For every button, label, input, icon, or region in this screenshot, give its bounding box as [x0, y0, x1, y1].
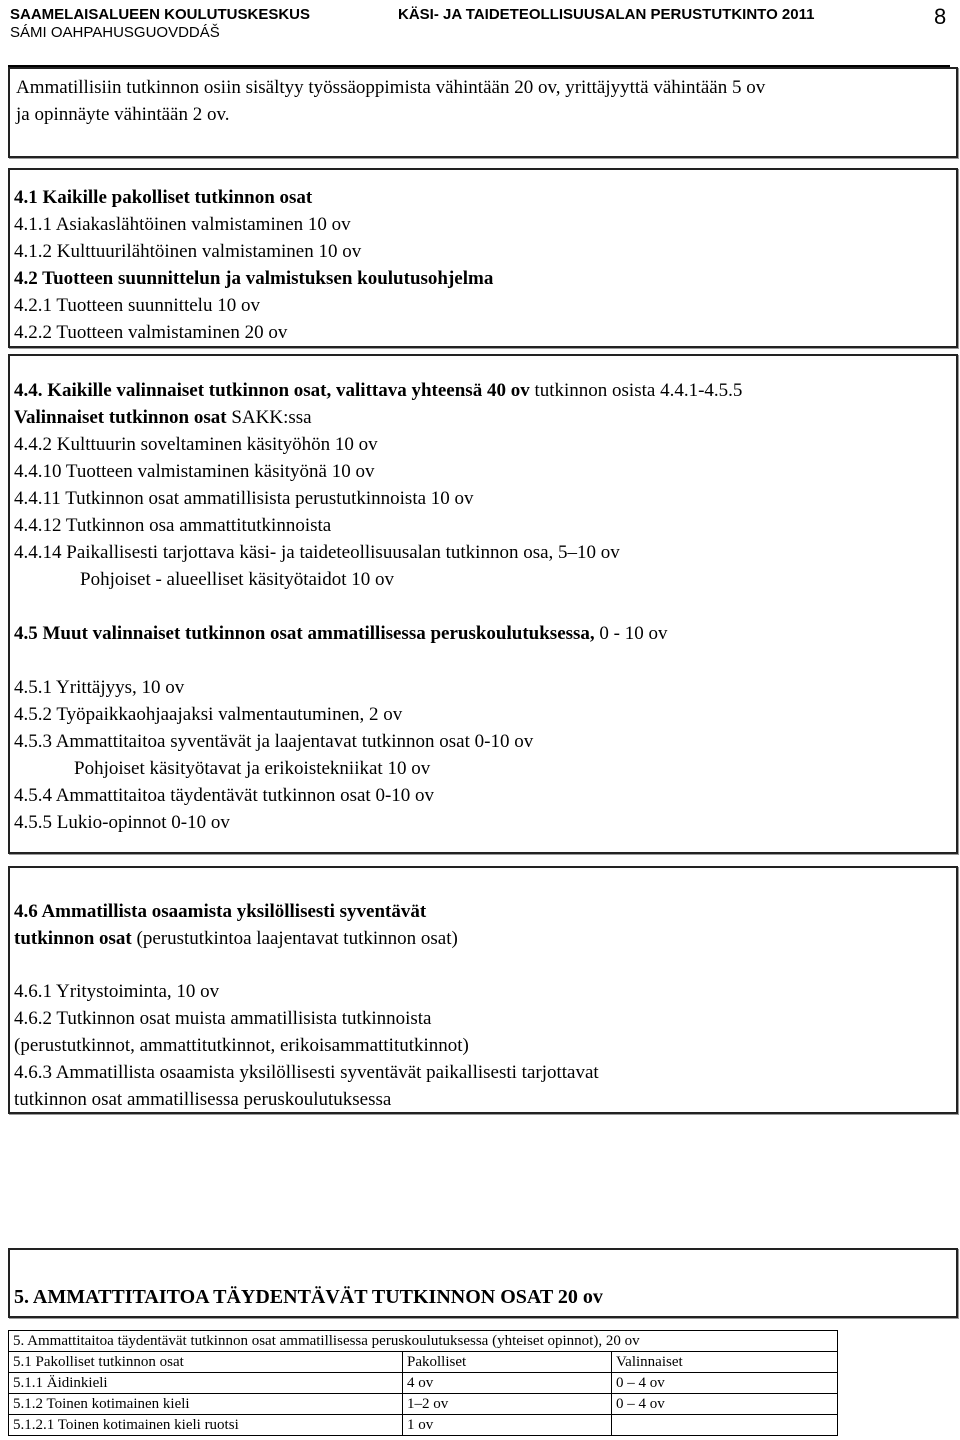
- program-title: KÄSI- JA TAIDETEOLLISUUSALAN PERUSTUTKINTO 2011: [398, 6, 815, 23]
- section-44-subtitle-rest: SAKK:ssa: [226, 407, 312, 428]
- table-caption-row: [9, 1331, 838, 1352]
- section-46-title-rest: (perustutkintoa laajentavat tutkinnon osat): [131, 928, 458, 949]
- section-46-title-bold: tutkinnon osat: [14, 928, 132, 949]
- section-44-box: [8, 354, 958, 854]
- table-caption: 5. Ammattitaitoa täydentävät tutkinnon osat ammatillisessa peruskoulutuksessa (yhteiset opinnot), 20 ov: [9, 1331, 838, 1352]
- table-cell: 1–2 ov: [403, 1394, 612, 1415]
- table-cell: 1 ov: [403, 1415, 612, 1436]
- intro-line-2: ja opinnäyte vähintään 2 ov.: [16, 104, 230, 125]
- section-42-title: 4.2 Tuotteen suunnittelun ja valmistuksen koulutusohjelma: [14, 268, 494, 289]
- section-46-box: [8, 866, 958, 1114]
- org-line-1: SAAMELAISALUEEN KOULUTUSKESKUS: [10, 6, 311, 23]
- section-45-item: 4.5.4 Ammattitaitoa täydentävät tutkinnon osat 0-10 ov: [14, 785, 435, 806]
- section-45-title: [14, 620, 668, 647]
- section-41-item: 4.1.2 Kulttuurilähtöinen valmistaminen 10 ov: [14, 241, 362, 262]
- table-cell: 5.1.2.1 Toinen kotimainen kieli ruotsi: [9, 1415, 403, 1436]
- section-45-item: 4.5.1 Yrittäjyys, 10 ov: [14, 677, 185, 698]
- section-42-item: 4.2.2 Tuotteen valmistaminen 20 ov: [14, 322, 288, 343]
- section-45-title-bold: 4.5 Muut valinnaiset tutkinnon osat ammatillisessa peruskoulutuksessa,: [14, 623, 595, 644]
- table-cell: 5.1.1 Äidinkieli: [9, 1373, 403, 1394]
- section-46-line: 4.6.1 Yritystoiminta, 10 ov: [14, 981, 220, 1002]
- section-44-title: [14, 377, 742, 404]
- section-46-title-line-2: [14, 925, 458, 952]
- intro-line-1: Ammatillisiin tutkinnon osiin sisältyy työssäoppimista vähintään 20 ov, yrittäjyyttä vähintään 5 ov: [16, 77, 766, 98]
- table-row: [9, 1415, 838, 1436]
- section-5-box: [8, 1248, 958, 1318]
- section-45-item: 4.5.2 Työpaikkaohjaajaksi valmentautuminen, 2 ov: [14, 704, 403, 725]
- table-row: [9, 1352, 838, 1373]
- org-line-2: SÁMI OAHPAHUSGUOVDDÁŠ: [10, 24, 220, 41]
- section-44-item: 4.4.10 Tuotteen valmistaminen käsityönä 10 ov: [14, 461, 375, 482]
- section-41-box: [8, 168, 958, 348]
- section-45-item: 4.5.3 Ammattitaitoa syventävät ja laajentavat tutkinnon osat 0-10 ov: [14, 731, 534, 752]
- section-44-item-note: Pohjoiset - alueelliset käsityötaidot 10 ov: [80, 569, 394, 590]
- section-44-subtitle: [14, 404, 312, 431]
- table-row: [9, 1373, 838, 1394]
- page-number: 8: [934, 4, 947, 29]
- table-cell: 5.1 Pakolliset tutkinnon osat: [9, 1352, 403, 1373]
- table-cell: 0 – 4 ov: [612, 1373, 838, 1394]
- section-46-line: 4.6.2 Tutkinnon osat muista ammatillisista tutkinnoista: [14, 1008, 432, 1029]
- section-5-table: [8, 1330, 838, 1436]
- table-cell: 4 ov: [403, 1373, 612, 1394]
- section-44-item: 4.4.14 Paikallisesti tarjottava käsi- ja taideteollisuusalan tutkinnon osa, 5–10 ov: [14, 542, 620, 563]
- section-41-item: 4.1.1 Asiakaslähtöinen valmistaminen 10 ov: [14, 214, 351, 235]
- section-46-line: tutkinnon osat ammatillisessa peruskoulutuksessa: [14, 1089, 392, 1110]
- section-45-item-note: Pohjoiset käsityötavat ja erikoistekniikat 10 ov: [74, 758, 431, 779]
- section-42-item: 4.2.1 Tuotteen suunnittelu 10 ov: [14, 295, 260, 316]
- section-46-line: 4.6.3 Ammatillista osaamista yksilöllisesti syventävät paikallisesti tarjottavat: [14, 1062, 599, 1083]
- section-41-title: 4.1 Kaikille pakolliset tutkinnon osat: [14, 187, 313, 208]
- section-44-title-rest: tutkinnon osista 4.4.1-4.5.5: [529, 380, 743, 401]
- table-cell: 5.1.2 Toinen kotimainen kieli: [9, 1394, 403, 1415]
- section-44-subtitle-bold: Valinnaiset tutkinnon osat: [14, 407, 227, 428]
- section-46-line: (perustutkinnot, ammattitutkinnot, erikoisammattitutkinnot): [14, 1035, 469, 1056]
- section-44-item: 4.4.2 Kulttuurin soveltaminen käsityöhön 10 ov: [14, 434, 378, 455]
- table-cell: 0 – 4 ov: [612, 1394, 838, 1415]
- section-44-item: 4.4.12 Tutkinnon osa ammattitutkinnoista: [14, 515, 332, 536]
- section-44-title-bold: 4.4. Kaikille valinnaiset tutkinnon osat, valittava yhteensä 40 ov: [14, 380, 530, 401]
- section-44-item: 4.4.11 Tutkinnon osat ammatillisista perustutkinnoista 10 ov: [14, 488, 474, 509]
- section-45-item: 4.5.5 Lukio-opinnot 0-10 ov: [14, 812, 230, 833]
- intro-box: [8, 67, 958, 158]
- section-45-title-rest: 0 - 10 ov: [594, 623, 668, 644]
- table-cell: Pakolliset: [403, 1352, 612, 1373]
- section-5-title: 5. AMMATTITAITOA TÄYDENTÄVÄT TUTKINNON OSAT 20 ov: [14, 1286, 603, 1308]
- table-cell: [612, 1415, 838, 1436]
- table-cell: Valinnaiset: [612, 1352, 838, 1373]
- section-46-title: 4.6 Ammatillista osaamista yksilöllisesti syventävät: [14, 901, 427, 922]
- org-name: [10, 6, 310, 42]
- table-row: [9, 1394, 838, 1415]
